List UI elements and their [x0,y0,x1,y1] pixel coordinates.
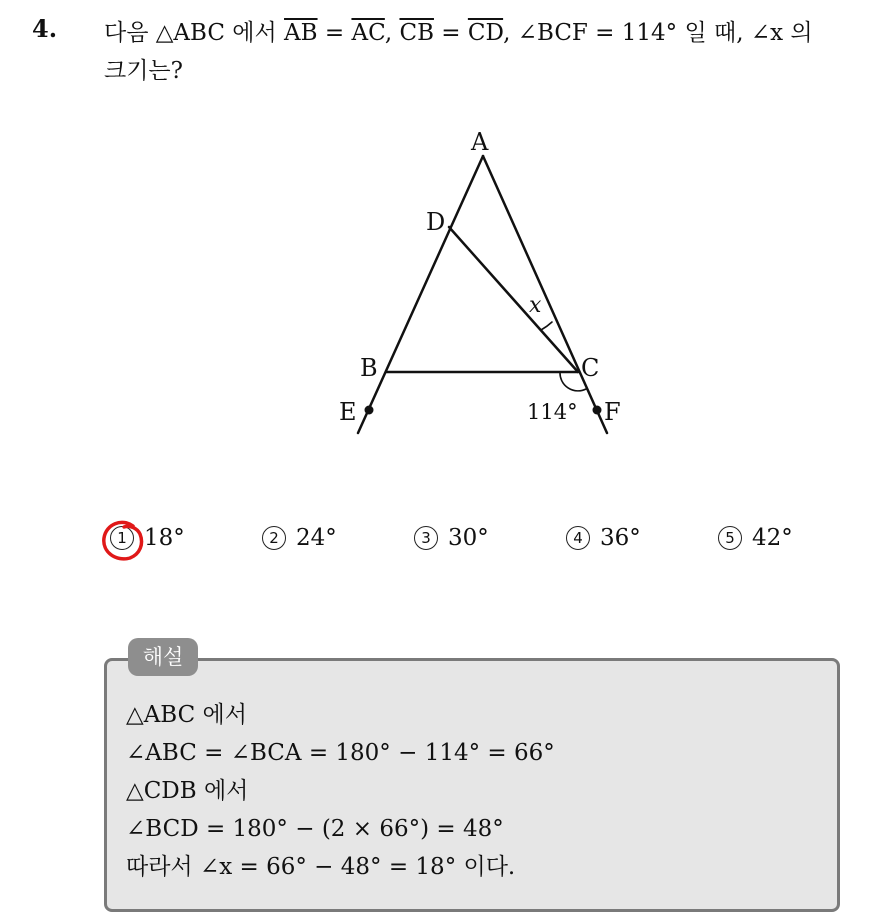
solution-tab: 해설 [128,638,198,676]
choice-number: 2 [262,526,286,550]
segment-cd: $\overline{CD}$ [467,20,504,46]
question-text-part: , ∠BCF = 114° 일 때, ∠x 의 [503,20,813,46]
choice-1[interactable] [110,518,185,558]
choice-number: 5 [718,526,742,550]
choice-number: 4 [566,526,590,550]
comma: , [384,20,400,46]
solution-lines [126,696,555,886]
point-e [365,406,374,415]
segment-cb: $\overline{CB}$ [399,20,434,46]
segment-dc [449,227,578,372]
question-number: 4. [32,14,58,43]
choice-number: 3 [414,526,438,550]
segment-ac: $\overline{AC}$ [351,20,385,46]
solution-line: ∠BCD = 180° − (2 × 66°) = 48° [126,816,504,842]
equals-sign: = [317,20,352,46]
segment-ab: $\overline{AB}$ [284,20,318,46]
label-c: C [581,354,600,382]
choice-2[interactable] [262,518,337,558]
choice-value: 36° [600,525,641,551]
point-f [593,406,602,415]
choice-number: 1 [110,526,134,550]
label-e: E [339,398,357,426]
solution-line: △CDB 에서 [126,778,249,804]
question-text-part: 다음 △ABC 에서 [104,20,285,46]
solution-line: ∠ABC = ∠BCA = 180° − 114° = 66° [126,740,555,766]
choice-value: 42° [752,525,793,551]
choice-5[interactable] [718,518,793,558]
label-d: D [426,208,446,236]
equals-sign: = [433,20,468,46]
solution-line: 따라서 ∠x = 66° − 48° = 18° 이다. [126,854,516,880]
choice-4[interactable] [566,518,641,558]
choice-3[interactable] [414,518,489,558]
label-angle-114: 114° [527,400,578,424]
label-a: A [471,128,489,156]
label-f: F [604,398,621,426]
label-angle-x: x [529,293,542,318]
choice-value: 18° [144,525,185,551]
question-line-2: 크기는? [104,58,183,84]
label-b: B [360,354,378,382]
line-ac-extended [483,156,607,433]
answer-choices [100,518,880,562]
angle-x-arc [541,322,552,330]
choice-value: 30° [448,525,489,551]
solution-line: △ABC 에서 [126,702,247,728]
line-ab-extended [358,156,483,433]
choice-value: 24° [296,525,337,551]
